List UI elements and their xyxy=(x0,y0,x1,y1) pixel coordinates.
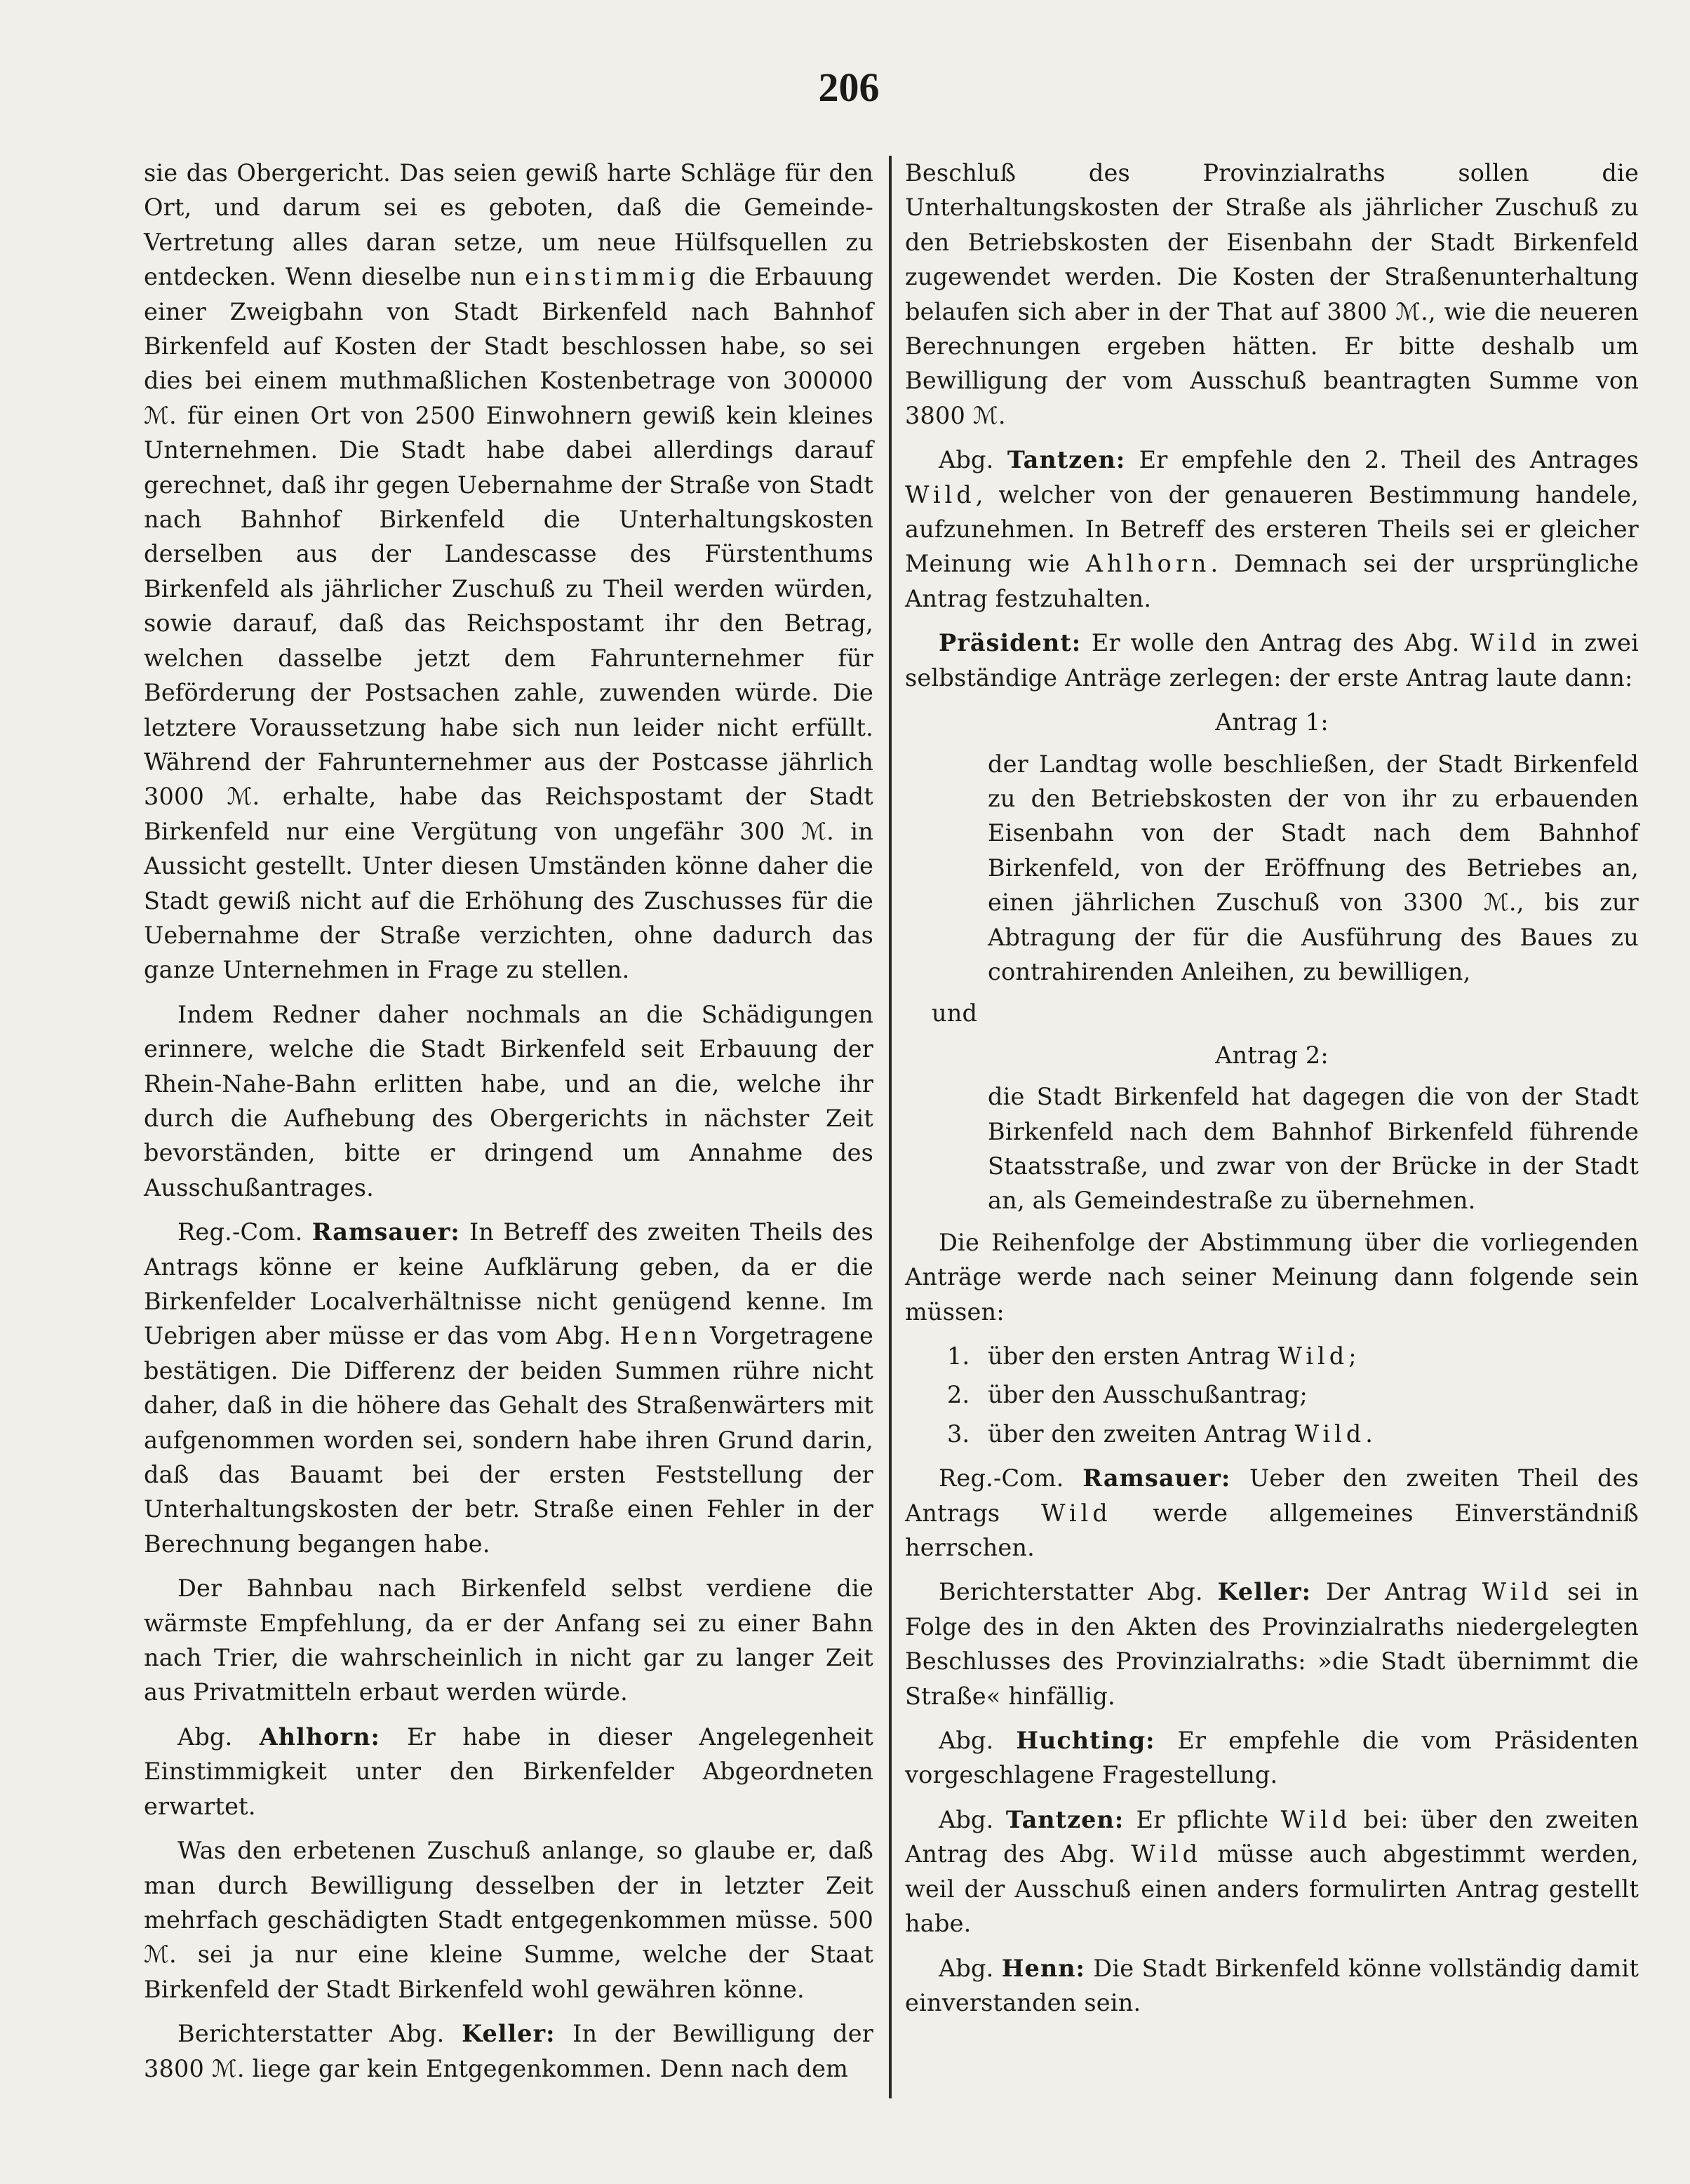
left-column xyxy=(144,156,873,2096)
motion-2-text: die Stadt Birkenfeld hat dagegen die von der Stadt Birkenfeld nach dem Bahnhof Birkenfeld führende Staatsstraße, und zwar von der Brücke in der Stadt an, als Gemeindestraße zu übernehmen. xyxy=(988,1083,1639,1215)
paragraph: Die Reihenfolge der Abstimmung über die vorliegenden Anträge werde nach seiner Meinung dann folgende sein müssen: xyxy=(905,1228,1639,1326)
speaker-paragraph: Berichterstatter Abg. Keller: In der Bewilligung der 3800 ℳ. liege gar kein Entgegenkommen. Denn nach dem xyxy=(144,2020,873,2082)
list-item: 2. über den Ausschußantrag; xyxy=(947,1381,1308,1409)
list-item: 3. über den zweiten Antrag Wild. xyxy=(947,1420,1374,1448)
speaker-name: Ramsauer: xyxy=(311,1218,460,1246)
page-number: 206 xyxy=(818,65,880,110)
speaker-paragraph: Präsident: Er wolle den Antrag des Abg. Wild in zwei selbständige Anträge zerlegen: der erste Antrag laute dann: xyxy=(905,629,1639,692)
speaker-paragraph: Abg. Huchting: Er empfehle die vom Präsidenten vorgeschlagene Fragestellung. xyxy=(905,1727,1639,1789)
paragraph: Der Bahnbau nach Birkenfeld selbst verdiene die wärmste Empfehlung, da er der Anfang sei zu einer Bahn nach Trier, die wahrscheinlich in nicht gar zu langer Zeit aus Privatmitteln erbaut werden würde. xyxy=(144,1575,873,1706)
speaker-name: Ahlhorn: xyxy=(259,1723,380,1751)
column-divider xyxy=(889,156,892,2098)
speaker-paragraph: Reg.-Com. Ramsauer: Ueber den zweiten Theil des Antrags Wild werde allgemeines Einverständniß herrschen. xyxy=(905,1464,1639,1562)
paragraph: Was den erbetenen Zuschuß anlange, so glaube er, daß man durch Bewilligung desselben der in letzter Zeit mehrfach geschädigten Stadt entgegenkommen müsse. 500 ℳ. sei ja nur eine kleine Summe, welche der Staat Birkenfeld der Stadt Birkenfeld wohl gewähren könne. xyxy=(144,1837,873,2003)
speaker-paragraph: Berichterstatter Abg. Keller: Der Antrag Wild sei in Folge des in den Akten des Provinzialraths niedergelegten Beschlusses des Provinzialraths: »die Stadt übernimmt die Straße« hinfällig. xyxy=(905,1578,1639,1710)
speaker-name: Keller: xyxy=(462,2020,556,2048)
paragraph: sie das Obergericht. Das seien gewiß harte Schläge für den Ort, und darum sei es geboten, daß die Gemeinde-Vertretung alles daran setze, um neue Hülfsquellen zu entdecken. Wenn dieselbe nun einstimmig die Erbauung einer Zweigbahn von Stadt Birkenfeld nach Bahnhof Birkenfeld auf Kosten der Stadt beschlossen habe, so sei dies bei einem muthmaßlichen Kostenbetrage von 300000 ℳ. für einen Ort von 2500 Einwohnern gewiß kein kleines Unternehmen. Die Stadt habe dabei allerdings darauf gerechnet, daß ihr gegen Uebernahme der Straße von Stadt nach Bahnhof Birkenfeld die Unterhaltungskosten derselben aus der Landescasse des Fürstenthums Birkenfeld als jährlicher Zuschuß zu Theil werden würden, sowie darauf, daß das Reichspostamt ihr den Betrag, welchen dasselbe jetzt dem Fahrunternehmer für Beförderung der Postsachen zahle, zuwenden würde. Die letztere Voraussetzung habe sich nun leider nicht erfüllt. Während der Fahrunternehmer aus der Postcasse jährlich 3000 ℳ. erhalte, habe das Reichspostamt der Stadt Birkenfeld nur eine Vergütung von ungefähr 300 ℳ. in Aussicht gestellt. Unter diesen Umständen könne daher die Stadt gewiß nicht auf die Erhöhung des Zuschusses für die Uebernahme der Straße verzichten, ohne dadurch das ganze Unternehmen in Frage zu stellen. xyxy=(144,159,873,984)
list-item: 1. über den ersten Antrag Wild; xyxy=(947,1342,1357,1370)
motion-1-title: Antrag 1: xyxy=(1215,708,1329,736)
motion-1-text: der Landtag wolle beschließen, der Stadt Birkenfeld zu den Betriebskosten der von ihr zu erbauenden Eisenbahn von der Stadt nach dem Bahnhof Birkenfeld, von der Eröffnung des Betriebes an, einen jährlichen Zuschuß von 3300 ℳ., bis zur Abtragung der für die Ausführung des Baues zu contrahirenden Anleihen, zu bewilligen, xyxy=(988,750,1639,985)
speaker-paragraph: Abg. Henn: Die Stadt Birkenfeld könne vollständig damit einverstanden sein. xyxy=(905,1954,1639,2016)
speaker-name: Keller: xyxy=(1217,1578,1312,1606)
motion-2-title: Antrag 2: xyxy=(1215,1041,1329,1069)
speaker-paragraph: Reg.-Com. Ramsauer: In Betreff des zweiten Theils des Antrags könne er keine Aufklärung geben, da er die Birkenfelder Localverhältnisse nicht genügend kenne. Im Uebrigen aber müsse er das vom Abg. Henn Vorgetragene bestätigen. Die Differenz der beiden Summen rühre nicht daher, daß in die höhere das Gehalt des Straßenwärters mit aufgenommen worden sei, sondern habe ihren Grund darin, daß das Bauamt bei der ersten Feststellung der Unterhaltungskosten der betr. Straße einen Fehler in der Berechnung begangen habe. xyxy=(144,1218,873,1558)
speaker-paragraph: Abg. Tantzen: Er pflichte Wild bei: über den zweiten Antrag des Abg. Wild müsse auch abgestimmt werden, weil der Ausschuß einen anders formulirten Antrag gestellt habe. xyxy=(905,1805,1639,1938)
paragraph: Beschluß des Provinzialraths sollen die Unterhaltungskosten der Straße als jährlicher Zuschuß zu den Betriebskosten der Eisenbahn der Stadt Birkenfeld zugewendet werden. Die Kosten der Straßenunterhaltung belaufen sich aber in der That auf 3800 ℳ., wie die neueren Berechnungen ergeben hätten. Er bitte deshalb um Bewilligung der vom Ausschuß beantragten Summe von 3800 ℳ. xyxy=(905,159,1639,429)
speaker-name: Tantzen: xyxy=(1005,1805,1125,1833)
paragraph: Indem Redner daher nochmals an die Schädigungen erinnere, welche die Stadt Birkenfeld seit Erbauung der Rhein-Nahe-Bahn erlitten habe, und an die, welche ihr durch die Aufhebung des Obergerichts in nächster Zeit bevorständen, bitte er dringend um Annahme des Ausschußantrages. xyxy=(144,1000,873,1201)
speaker-name: Henn: xyxy=(1001,1954,1085,1982)
speaker-name: Tantzen: xyxy=(1007,446,1126,474)
speaker-name: Huchting: xyxy=(1016,1727,1155,1755)
conjunction: und xyxy=(932,999,978,1027)
speaker-name: Ramsauer: xyxy=(1082,1464,1231,1492)
vote-order-list xyxy=(905,1339,1639,1451)
speaker-paragraph: Abg. Ahlhorn: Er habe in dieser Angelegenheit Einstimmigkeit unter den Birkenfelder Abgeordneten erwartet. xyxy=(144,1723,873,1820)
right-column xyxy=(905,156,1639,2030)
speaker-name: Präsident: xyxy=(939,629,1082,657)
speaker-paragraph: Abg. Tantzen: Er empfehle den 2. Theil des Antrages Wild, welcher von der genaueren Bestimmung handele, aufzunehmen. In Betreff des ersteren Theils sei er gleicher Meinung wie Ahlhorn. Demnach sei der ursprüngliche Antrag festzuhalten. xyxy=(905,446,1639,612)
